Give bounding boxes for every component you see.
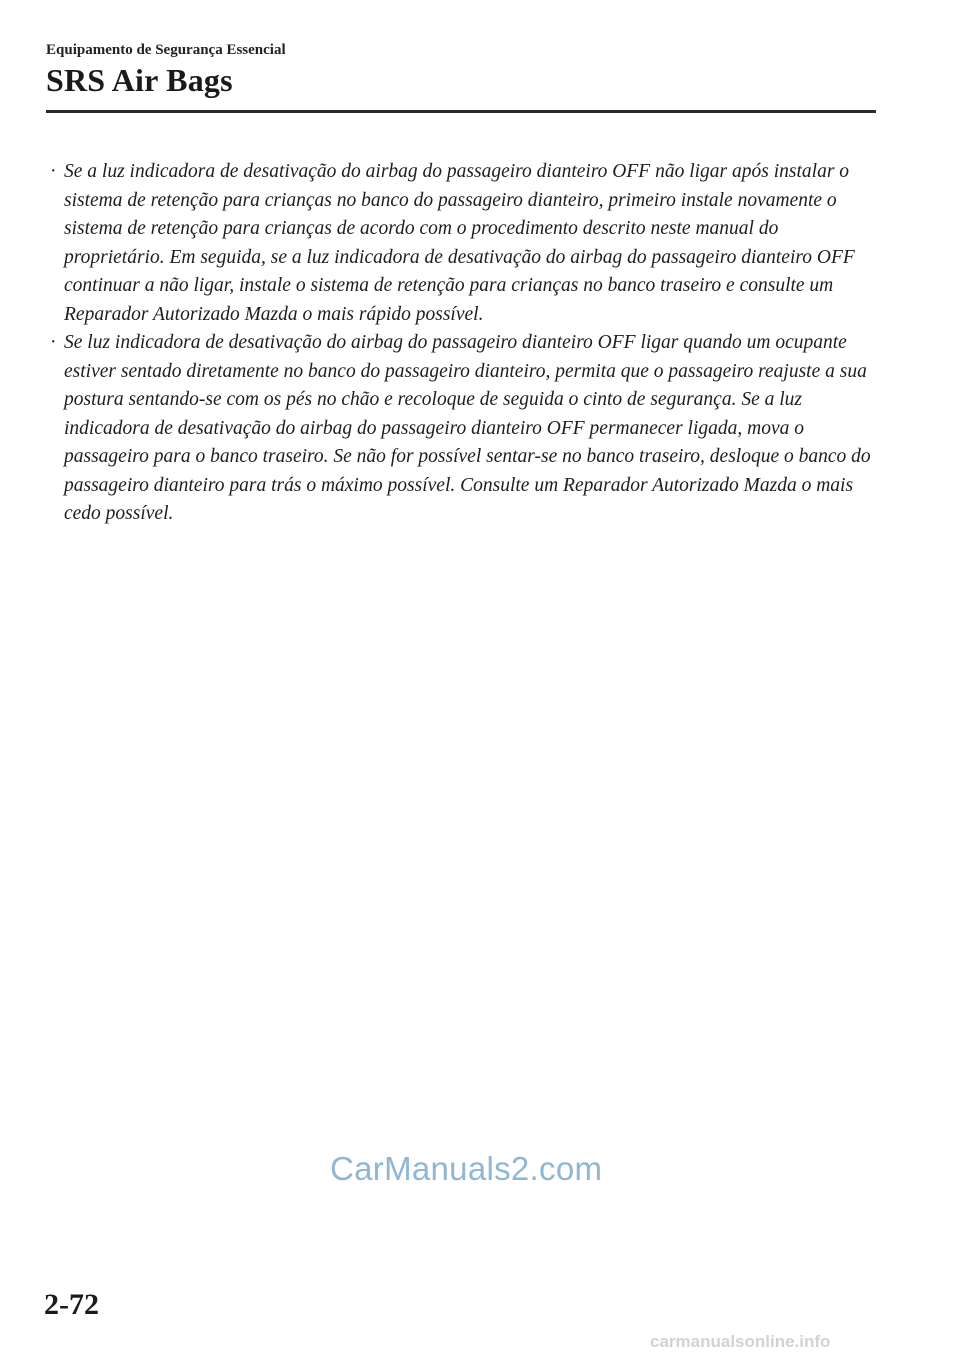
title-divider xyxy=(46,110,876,113)
bullet-list xyxy=(46,158,882,529)
bullet-text: Se a luz indicadora de desativação do airbag do passageiro dianteiro OFF não ligar após instalar o sistema de retenção para crianças no banco do passageiro dianteiro, primeiro instale novamente o sistema de retenção para crianças de acordo com o procedimento descrito neste manual do proprietário. Em seguida, se a luz indicadora de desativação do airbag do passageiro dianteiro OFF continuar a não ligar, instale o sistema de retenção para crianças no banco traseiro e consulte um Reparador Autorizado Mazda o mais rápido possível. xyxy=(64,161,855,325)
bullet-icon: · xyxy=(50,161,57,182)
page-number: 2-72 xyxy=(44,1288,99,1321)
section-label: Equipamento de Segurança Essencial xyxy=(46,42,286,58)
list-item xyxy=(46,329,882,529)
footer-watermark: carmanualsonline.info xyxy=(650,1332,831,1351)
watermark-logo: CarManuals2.com xyxy=(330,1150,603,1187)
page-title: SRS Air Bags xyxy=(46,62,233,98)
bullet-text: Se luz indicadora de desativação do airbag do passageiro dianteiro OFF ligar quando um ocupante estiver sentado diretamente no banco do passageiro dianteiro, permita que o passageiro reajuste a sua postura sentando-se com os pés no chão e recoloque de seguida o cinto de segurança. Se a luz indicadora de desativação do airbag do passageiro dianteiro OFF permanecer ligada, mova o passageiro para o banco traseiro. Se não for possível sentar-se no banco traseiro, desloque o banco do passageiro dianteiro para trás o máximo possível. Consulte um Reparador Autorizado Mazda o mais cedo possível. xyxy=(64,332,871,524)
bullet-icon: · xyxy=(50,332,57,353)
list-item xyxy=(46,158,882,329)
